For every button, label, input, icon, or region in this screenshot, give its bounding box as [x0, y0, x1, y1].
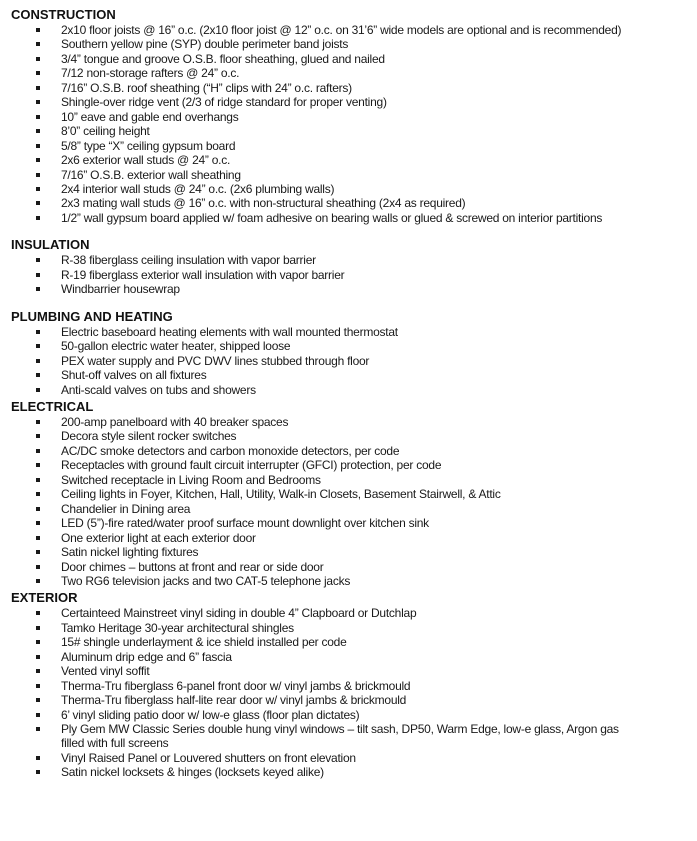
bullet-icon: [36, 359, 40, 363]
bullet-icon: [36, 434, 40, 438]
list-item: Ply Gem MW Classic Series double hung vinyl windows – tilt sash, DP50, Warm Edge, low-e glass, Argon gas filled with full screens: [0, 722, 697, 751]
list-item: Anti-scald valves on tubs and showers: [0, 383, 697, 397]
list-item: Therma-Tru fiberglass half-lite rear door w/ vinyl jambs & brickmould: [0, 693, 697, 707]
bullet-icon: [36, 42, 40, 46]
list-item: 2x3 mating wall studs @ 16” o.c. with non-structural sheathing (2x4 as required): [0, 196, 697, 210]
bullet-icon: [36, 669, 40, 673]
list-item: Tamko Heritage 30-year architectural shingles: [0, 621, 697, 635]
list-item: 2x10 floor joists @ 16” o.c. (2x10 floor joist @ 12” o.c. on 31’6” wide models are optional and is recommended): [0, 23, 697, 37]
bullet-icon: [36, 449, 40, 453]
list-item: AC/DC smoke detectors and carbon monoxide detectors, per code: [0, 444, 697, 458]
bullet-icon: [36, 216, 40, 220]
list-item: Therma-Tru fiberglass 6-panel front door w/ vinyl jambs & brickmould: [0, 679, 697, 693]
bullet-icon: [36, 536, 40, 540]
list-item: Satin nickel locksets & hinges (locksets keyed alike): [0, 765, 697, 779]
bullet-icon: [36, 373, 40, 377]
list-item: 15# shingle underlayment & ice shield installed per code: [0, 635, 697, 649]
list-item: Two RG6 television jacks and two CAT-5 telephone jacks: [0, 574, 697, 588]
bullet-icon: [36, 579, 40, 583]
list-item: Vented vinyl soffit: [0, 664, 697, 678]
bullet-icon: [36, 770, 40, 774]
list-item: Switched receptacle in Living Room and Bedrooms: [0, 473, 697, 487]
bullet-icon: [36, 28, 40, 32]
list-item: Decora style silent rocker switches: [0, 429, 697, 443]
list-item: 5/8” type “X” ceiling gypsum board: [0, 139, 697, 153]
bullet-icon: [36, 330, 40, 334]
list-item: Satin nickel lighting fixtures: [0, 545, 697, 559]
list-item: 2x4 interior wall studs @ 24” o.c. (2x6 plumbing walls): [0, 182, 697, 196]
section-insulation: [0, 237, 697, 296]
list-item: R-19 fiberglass exterior wall insulation with vapor barrier: [0, 268, 697, 282]
item-list: [0, 23, 697, 225]
list-item: One exterior light at each exterior door: [0, 531, 697, 545]
bullet-icon: [36, 713, 40, 717]
bullet-icon: [36, 507, 40, 511]
bullet-icon: [36, 626, 40, 630]
list-item: R-38 fiberglass ceiling insulation with vapor barrier: [0, 253, 697, 267]
bullet-icon: [36, 388, 40, 392]
section-heading: ELECTRICAL: [11, 398, 94, 414]
bullet-icon: [36, 565, 40, 569]
section-exterior: [0, 590, 697, 779]
section-electrical: [0, 399, 697, 588]
list-item: 7/16” O.S.B. exterior wall sheathing: [0, 168, 697, 182]
bullet-icon: [36, 187, 40, 191]
list-item: Door chimes – buttons at front and rear or side door: [0, 560, 697, 574]
list-item: Shingle-over ridge vent (2/3 of ridge standard for proper venting): [0, 95, 697, 109]
bullet-icon: [36, 611, 40, 615]
list-item: Chandelier in Dining area: [0, 502, 697, 516]
list-item: Shut-off valves on all fixtures: [0, 368, 697, 382]
list-item: 200-amp panelboard with 40 breaker spaces: [0, 415, 697, 429]
bullet-icon: [36, 258, 40, 262]
bullet-icon: [36, 273, 40, 277]
list-item: Ceiling lights in Foyer, Kitchen, Hall, Utility, Walk-in Closets, Basement Stairwell, & Attic: [0, 487, 697, 501]
list-item: 10” eave and gable end overhangs: [0, 110, 697, 124]
list-item: 6’ vinyl sliding patio door w/ low-e glass (floor plan dictates): [0, 708, 697, 722]
spec-document: [0, 7, 697, 780]
bullet-icon: [36, 287, 40, 291]
bullet-icon: [36, 173, 40, 177]
item-list: [0, 606, 697, 779]
bullet-icon: [36, 727, 40, 731]
bullet-icon: [36, 86, 40, 90]
list-item: 1/2” wall gypsum board applied w/ foam adhesive on bearing walls or glued & screwed on interior partitions: [0, 211, 697, 225]
bullet-icon: [36, 463, 40, 467]
bullet-icon: [36, 684, 40, 688]
bullet-icon: [36, 492, 40, 496]
list-item: Electric baseboard heating elements with wall mounted thermostat: [0, 325, 697, 339]
list-item: Receptacles with ground fault circuit interrupter (GFCI) protection, per code: [0, 458, 697, 472]
list-item: 8’0” ceiling height: [0, 124, 697, 138]
list-item: 7/12 non-storage rafters @ 24” o.c.: [0, 66, 697, 80]
list-item: 3/4” tongue and groove O.S.B. floor sheathing, glued and nailed: [0, 52, 697, 66]
bullet-icon: [36, 756, 40, 760]
bullet-icon: [36, 420, 40, 424]
list-item: Certainteed Mainstreet vinyl siding in double 4” Clapboard or Dutchlap: [0, 606, 697, 620]
list-item: Southern yellow pine (SYP) double perimeter band joists: [0, 37, 697, 51]
section-heading: CONSTRUCTION: [11, 7, 116, 22]
section-construction: [0, 7, 697, 225]
list-item: 2x6 exterior wall studs @ 24” o.c.: [0, 153, 697, 167]
bullet-icon: [36, 100, 40, 104]
list-item: 50-gallon electric water heater, shipped loose: [0, 339, 697, 353]
list-item: PEX water supply and PVC DWV lines stubbed through floor: [0, 354, 697, 368]
bullet-icon: [36, 158, 40, 162]
item-list: [0, 325, 697, 397]
bullet-icon: [36, 144, 40, 148]
bullet-icon: [36, 550, 40, 554]
section-plumbing-and-heating: [0, 309, 697, 397]
item-list: [0, 415, 697, 588]
bullet-icon: [36, 57, 40, 61]
list-item: Windbarrier housewrap: [0, 282, 697, 296]
section-heading: EXTERIOR: [11, 590, 78, 606]
section-heading: PLUMBING AND HEATING: [11, 308, 173, 324]
bullet-icon: [36, 698, 40, 702]
bullet-icon: [36, 129, 40, 133]
bullet-icon: [36, 655, 40, 659]
list-item: Aluminum drip edge and 6” fascia: [0, 650, 697, 664]
section-heading: INSULATION: [11, 237, 90, 253]
bullet-icon: [36, 115, 40, 119]
bullet-icon: [36, 201, 40, 205]
list-item: Vinyl Raised Panel or Louvered shutters on front elevation: [0, 751, 697, 765]
bullet-icon: [36, 71, 40, 75]
bullet-icon: [36, 344, 40, 348]
bullet-icon: [36, 640, 40, 644]
list-item: 7/16” O.S.B. roof sheathing (“H” clips with 24” o.c. rafters): [0, 81, 697, 95]
bullet-icon: [36, 478, 40, 482]
item-list: [0, 253, 697, 296]
bullet-icon: [36, 521, 40, 525]
list-item: LED (5”)-fire rated/water proof surface mount downlight over kitchen sink: [0, 516, 697, 530]
